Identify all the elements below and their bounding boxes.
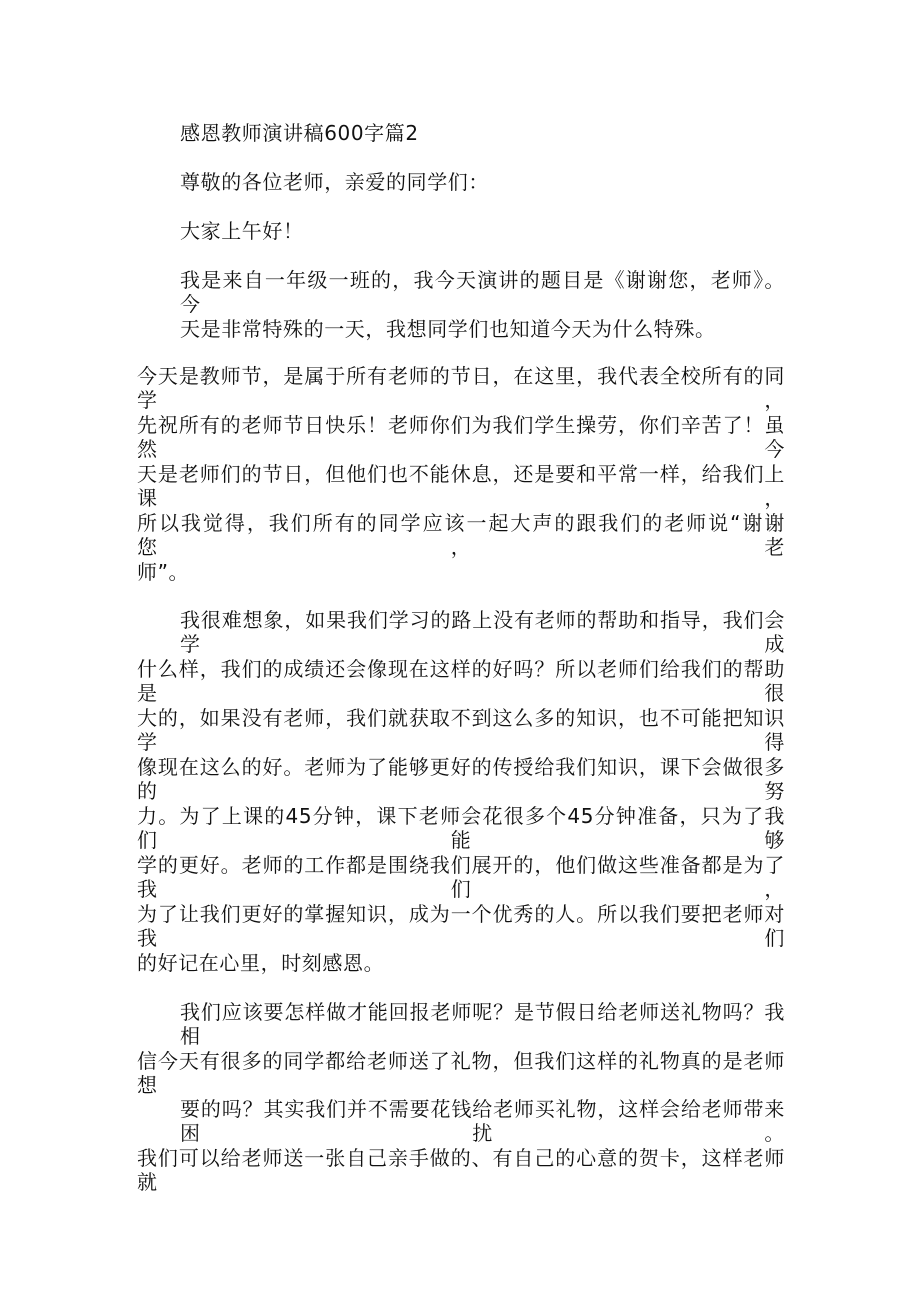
paragraph-line: 大的，如果没有老师，我们就获取不到这么多的知识，也不可能把知识学得 (137, 706, 785, 754)
paragraph-line: 天是非常特殊的一天，我想同学们也知道今天为什么特殊。 (180, 317, 716, 341)
paragraph-line: 要的吗？其实我们并不需要花钱给老师买礼物，这样会给老师带来困扰。 (180, 1097, 785, 1145)
paragraph-line: 师”。 (137, 560, 190, 584)
salutation: 尊敬的各位老师，亲爱的同学们： (180, 170, 489, 194)
paragraph-line: 像现在这么的好。老师为了能够更好的传授给我们知识，课下会做很多的努 (137, 755, 785, 803)
paragraph-line: 学的更好。老师的工作都是围绕我们展开的，他们做这些准备都是为了我们， (137, 853, 785, 901)
paragraph-line: 为了让我们更好的掌握知识，成为一个优秀的人。所以我们要把老师对我们 (137, 902, 785, 950)
paragraph-line: 我是来自一年级一班的，我今天演讲的题目是《谢谢您，老师》。今 (180, 268, 785, 316)
paragraph-line: 什么样，我们的成绩还会像现在这样的好吗？所以老师们给我们的帮助是很 (137, 657, 785, 705)
paragraph-line: 信今天有很多的同学都给老师送了礼物，但我们这样的礼物真的是老师想 (137, 1049, 785, 1097)
paragraph-line: 的好记在心里，时刻感恩。 (137, 951, 385, 975)
paragraph-line: 今天是教师节，是属于所有老师的节日，在这里，我代表全校所有的同学， (137, 364, 785, 412)
paragraph-line: 我很难想象，如果我们学习的路上没有老师的帮助和指导，我们会学成 (180, 608, 785, 656)
document-title: 感恩教师演讲稿600字篇2 (180, 121, 419, 145)
greeting: 大家上午好！ (180, 219, 304, 243)
paragraph-line: 先祝所有的老师节日快乐！老师你们为我们学生操劳，你们辛苦了！虽然今 (137, 413, 785, 461)
paragraph-line: 我们可以给老师送一张自己亲手做的、有自己的心意的贺卡，这样老师就 (137, 1146, 785, 1194)
paragraph-line: 我们应该要怎样做才能回报老师呢？是节假日给老师送礼物吗？我相 (180, 1000, 785, 1048)
paragraph-line: 力。为了上课的45分钟，课下老师会花很多个45分钟准备，只为了我们能够 (137, 804, 785, 852)
paragraph-line: 所以我觉得，我们所有的同学应该一起大声的跟我们的老师说“谢谢您，老 (137, 511, 785, 559)
paragraph-line: 天是老师们的节日，但他们也不能休息，还是要和平常一样，给我们上课， (137, 462, 785, 510)
